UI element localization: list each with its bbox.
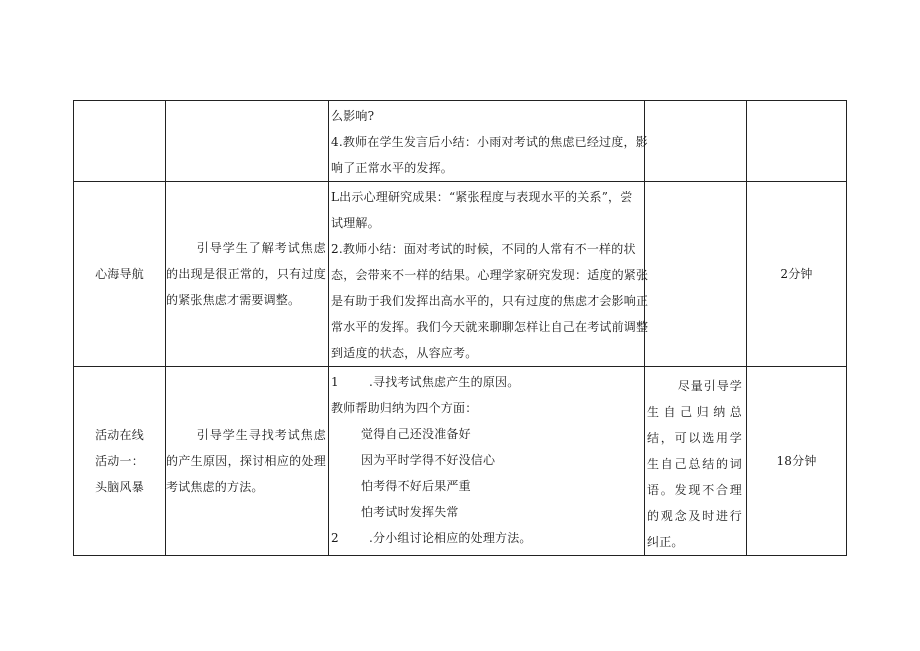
process-line: 教师帮助归纳为四个方面： — [331, 401, 478, 415]
process-line: 常水平的发挥。我们今天就来聊聊怎样让自己在考试前调整 — [331, 320, 649, 334]
goal-cell — [166, 367, 329, 556]
process-cell — [329, 101, 648, 182]
process-sub-item: 怕考得不好后果严重 — [361, 479, 471, 493]
lesson-plan-table — [73, 100, 847, 556]
process-line: 态，会带来不一样的结果。心理学家研究发现：适度的紧张 — [331, 268, 649, 282]
note-text: 尽量引导学生自己归纳总结，可以选用学生自己总结的词语。发现不合理的观念及时进行纠正。 — [647, 379, 742, 549]
stage-label: 活动在线 — [95, 428, 144, 442]
note-cell — [645, 101, 747, 182]
time-text: 2分钟 — [780, 267, 813, 281]
process-cell — [329, 182, 649, 367]
stage-label: 头脑风暴 — [95, 480, 144, 494]
process-number: 1 — [331, 375, 339, 389]
process-line: 响了正常水平的发挥。 — [331, 161, 454, 175]
process-heading — [331, 525, 640, 551]
process-line: 4.教师在学生发言后小结：小雨对考试的焦虑已经过度，影 — [331, 135, 648, 149]
process-sub-item: 觉得自己还没准备好 — [361, 427, 471, 441]
time-cell — [747, 182, 847, 367]
process-line: 试理解。 — [331, 216, 380, 230]
process-line: 么影响? — [331, 109, 375, 123]
table-row — [74, 182, 847, 367]
process-cell — [329, 367, 645, 556]
goal-text: 引导学生了解考试焦虑的出现是很正常的，只有过度的紧张焦虑才需要调整。 — [166, 241, 326, 307]
stage-cell — [74, 182, 166, 367]
goal-cell — [166, 101, 329, 182]
time-cell — [747, 101, 847, 182]
time-cell — [747, 367, 847, 556]
process-text: .分小组讨论相应的处理方法。 — [369, 531, 532, 545]
time-text: 18分钟 — [776, 454, 817, 468]
process-sub-item: 怕考试时发挥失常 — [361, 505, 459, 519]
stage-label: 活动一： — [95, 454, 144, 468]
process-heading — [331, 369, 640, 395]
process-number: 2 — [331, 531, 339, 545]
process-sub-item: 因为平时学得不好没信心 — [361, 453, 496, 467]
table-row — [74, 367, 847, 556]
goal-text: 引导学生寻找考试焦虑的产生原因，探讨相应的处理考试焦虑的方法。 — [166, 428, 326, 494]
process-line: 2.教师小结：面对考试的时候，不同的人常有不一样的状 — [331, 242, 636, 256]
goal-cell — [166, 182, 329, 367]
stage-label: 心海导航 — [95, 267, 144, 281]
process-line: L出示心理研究成果：“紧张程度与表现水平的关系”，尝 — [331, 190, 633, 204]
process-line: 是有助于我们发挥出高水平的，只有过度的焦虑才会影响正 — [331, 294, 649, 308]
stage-cell — [74, 101, 166, 182]
process-line: 到适度的状态，从容应考。 — [331, 346, 478, 360]
note-cell — [645, 367, 747, 556]
table-row — [74, 101, 847, 182]
stage-cell — [74, 367, 166, 556]
note-cell — [645, 182, 747, 367]
process-text: .寻找考试焦虑产生的原因。 — [369, 375, 520, 389]
